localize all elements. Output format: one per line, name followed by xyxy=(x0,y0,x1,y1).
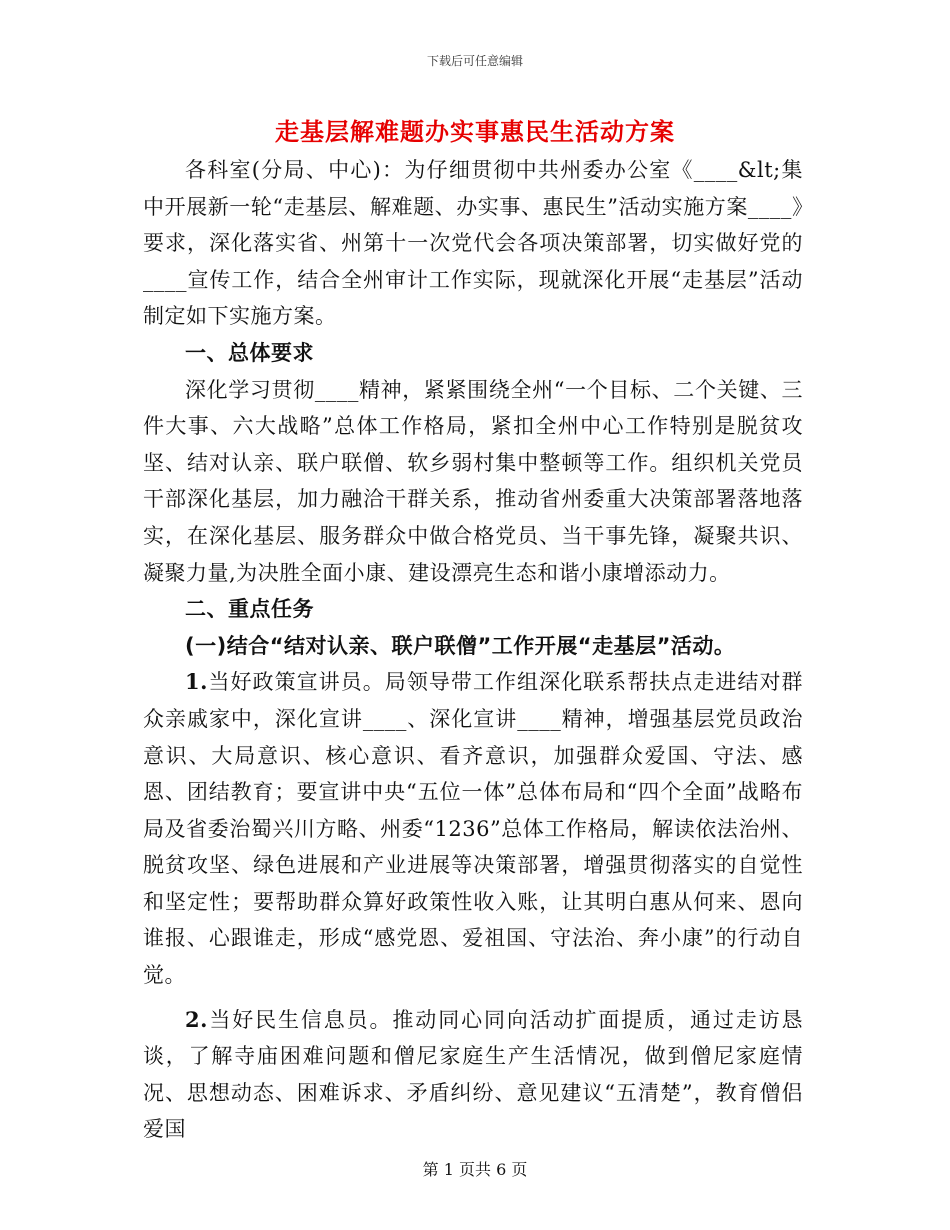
item-text: 当好政策宣讲员。局领导带工作组深化联系帮扶点走进结对群众亲戚家中，深化宣讲____、深化宣讲____精神，增强基层党员政治意识、大局意识、核心意识、看齐意识，加强群众爱国、守法、感恩、团结教育；要宣讲中央“五位一体”总体布局和“四个全面”战略布局及省委治蜀兴川方略、州委“1236”总体工作格局，解读依法治州、脱贫攻坚、绿色进展和产业进展等决策部署，增强贯彻落实的自觉性和坚定性；要帮助群众算好政策性收入账，让其明白惠从何来、恩向谁报、心跟谁走，形成“感党恩、爱祖国、守法治、奔小康”的行动自觉。 xyxy=(143,670,803,988)
section-heading-general-requirements: 一、总体要求 xyxy=(185,340,314,365)
header-note: 下载后可任意编辑 xyxy=(426,54,523,68)
section-heading-key-tasks: 二、重点任务 xyxy=(185,597,314,622)
document-title: 走基层解难题办实事惠民生活动方案 xyxy=(275,117,675,146)
general-requirements-paragraph: 深化学习贯彻____精神，紧紧围绕全州“一个目标、二个关键、三件大事、六大战略”总体工作格局，紧扣全州中心工作特别是脱贫攻坚、结对认亲、联户联僧、软乡弱村集中整顿等工作。组织机关党员干部深化基层，加力融洽干群关系，推动省州委重大决策部署落地落实，在深化基层、服务群众中做合格党员、当干事先锋，凝聚共识、凝聚力量,为决胜全面小康、建设漂亮生态和谐小康增添动力。 xyxy=(143,377,803,585)
item-number: 2. xyxy=(185,1006,208,1032)
sub-heading-task-one: (一)结合“结对认亲、联户联僧”工作开展“走基层”活动。 xyxy=(185,633,736,658)
item-number: 1. xyxy=(185,669,208,695)
task-item-livelihood-informant xyxy=(143,1002,803,1148)
intro-paragraph: 各科室(分局、中心)：为仔细贯彻中共州委办公室《____&lt;集中开展新一轮“走基层、解难题、办实事、惠民生”活动实施方案____》要求，深化落实省、州第十一次党代会各项决策部署，切实做好党的____宣传工作，结合全州审计工作实际，现就深化开展“走基层”活动制定如下实施方案。 xyxy=(143,158,803,329)
item-text: 当好民生信息员。推动同心同向活动扩面提质，通过走访恳谈，了解寺庙困难问题和僧尼家庭生产生活情况，做到僧尼家庭情况、思想动态、困难诉求、矛盾纠纷、意见建议“五清楚”，教育僧侣爱国 xyxy=(143,1007,803,1142)
document-body xyxy=(143,152,803,1148)
page-footer: 第 1 页共 6 页 xyxy=(422,1160,528,1179)
task-item-policy-lecturer xyxy=(143,664,803,993)
